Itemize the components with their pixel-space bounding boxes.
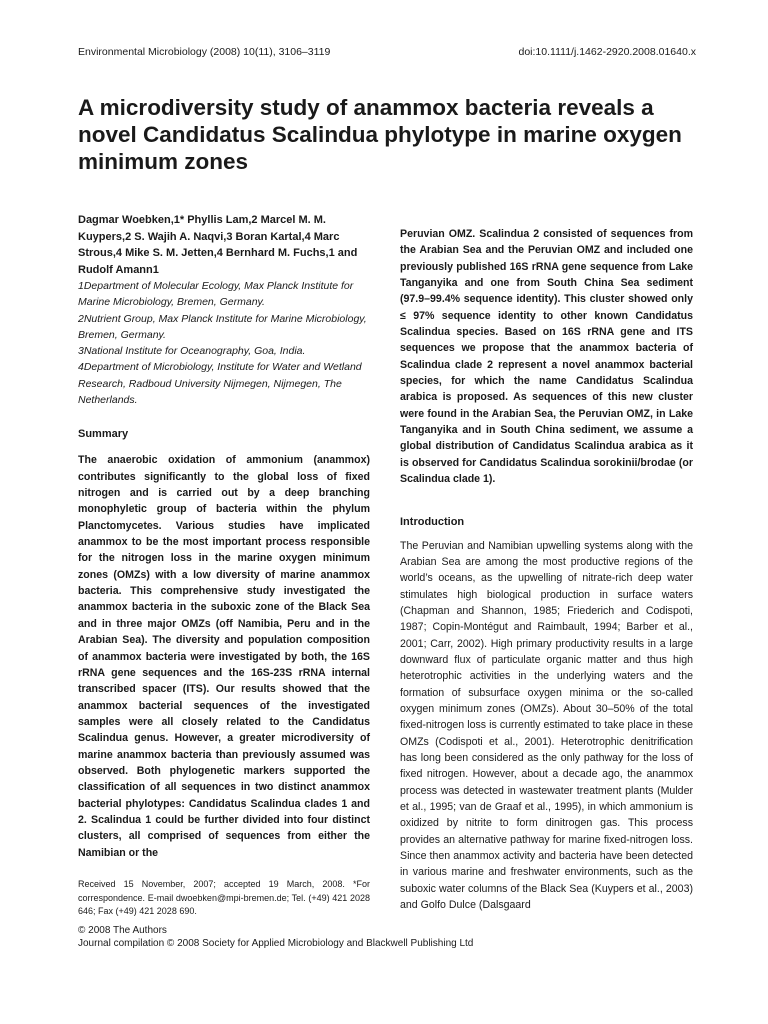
introduction-heading: Introduction	[400, 515, 465, 528]
doi-label: doi:10.1111/j.1462-2920.2008.01640.x	[518, 46, 696, 58]
copyright-line: © 2008 The Authors	[78, 925, 167, 936]
affiliation-3: 3National Institute for Oceanography, Goa, India.	[78, 345, 306, 358]
paper-title: A microdiversity study of anammox bacteria reveals a novel Candidatus Scalindua phylotype in marine oxygen minimum zones	[78, 95, 682, 174]
journal-compilation-line: Journal compilation © 2008 Society for Applied Microbiology and Blackwell Publishing Ltd	[78, 937, 474, 949]
received-footnote: Received 15 November, 2007; accepted 19 March, 2008. *For correspondence. E-mail dwoebken@mpi-bremen.de; Tel. (+49) 421 2028 646; Fax (+49) 421 2028 690.	[78, 879, 370, 917]
summary-text-right: Peruvian OMZ. Scalindua 2 consisted of sequences from the Arabian Sea and the Peruvian OMZ and included one previously published 16S rRNA gene sequence from Lake Tanganyika and one from South China Sea sediment (97.9–99.4% sequence identity). This cluster showed only ≤ 97% sequence identity to other known Candidatus Scalindua species. Based on 16S rRNA gene and ITS sequences we propose that the anammox bacteria of Scalindua clade 2 represent a novel anammox bacterial species, for which the name Candidatus Scalindua arabica is proposed. As sequences of this new cluster were found in the Arabian Sea, the Peruvian OMZ, in Lake Tanganyika and in South China sediment, we assume a global distribution of Candidatus Scalindua arabica as it is observed for Candidatus Scalindua sorokinii/brodae (or Scalindua clade 1).	[400, 228, 693, 486]
right-column	[400, 226, 693, 913]
introduction-text: The Peruvian and Namibian upwelling systems along with the Arabian Sea are among the most productive regions of the world’s oceans, as the upwelling of nitrate-rich deep water stimulates high biological production in surface waters (Chapman and Shannon, 1985; Friederich and Codispoti, 1987; Copin-Montégut and Raimbault, 1994; Barber et al., 2001; Carr, 2002). High primary productivity results in a large downward flux of particulate organic matter and thus high heterotrophic activities in the underlying waters and the formation of subsurface oxygen minima or the so-called oxygen minimum zones (OMZs). About 30–50% of the total fixed-nitrogen loss is currently estimated to take place in these OMZs (Codispoti et al., 2001). Heterotrophic denitrification has long been considered as the only pathway for the loss of fixed nitrogen. However, about a decade ago, the anammox process was detected in wastewater treatment plants (Mulder et al., 1995; van de Graaf et al., 1995), in which ammonium is oxidized by nitrite to form dinitrogen gas. This process provides an alternative pathway for marine fixed-nitrogen loss. Since then anammox activity and bacteria have been detected in various marine and freshwater environments, such as the suboxic water columns of the Black Sea (Kuypers et al., 2003) and Golfo Dulce (Dalsgaard	[400, 539, 693, 912]
affiliation-2: 2Nutrient Group, Max Planck Institute for Marine Microbiology, Bremen, Germany.	[78, 312, 367, 341]
affiliation-list	[78, 278, 370, 408]
affiliation-1: 1Department of Molecular Ecology, Max Planck Institute for Marine Microbiology, Bremen, Germany.	[78, 280, 354, 309]
left-column	[78, 212, 370, 861]
copyright-footer	[78, 925, 473, 950]
journal-citation: Environmental Microbiology (2008) 10(11), 3106–3119	[78, 46, 331, 58]
summary-heading: Summary	[78, 428, 129, 441]
affiliation-4: 4Department of Microbiology, Institute for Water and Wetland Research, Radboud University Nijmegen, Nijmegen, The Netherlands.	[78, 361, 362, 407]
summary-text-left: The anaerobic oxidation of ammonium (anammox) contributes significantly to the global loss of fixed nitrogen and is carried out by a deep branching monophyletic group of bacteria within the phylum Planctomycetes. Various studies have implicated anammox to be the most important process responsible for the nitrogen loss in the marine oxygen minimum zones (OMZs) with a low diversity of marine anammox bacteria. This comprehensive study investigated the anammox bacteria in the suboxic zone of the Black Sea and in three major OMZs (off Namibia, Peru and in the Arabian Sea). The diversity and population composition of anammox bacteria were investigated by both, the 16S rRNA gene sequences and the 16S-23S rRNA internal transcribed spacer (ITS). Our results showed that the anammox bacterial sequences of the investigated samples were all closely related to the Candidatus Scalindua genus. However, a greater microdiversity of marine anammox bacteria than previously assumed was observed. Both phylogenetic markers supported the classification of all sequences in two distinct anammox bacterial phylotypes: Candidatus Scalindua clades 1 and 2. Scalindua 1 could be further divided into four distinct clusters, all comprised of sequences from either the Namibian or the	[78, 454, 370, 859]
author-list: Dagmar Woebken,1* Phyllis Lam,2 Marcel M. M. Kuypers,2 S. Wajih A. Naqvi,3 Boran Kartal,4 Marc Strous,4 Mike S. M. Jetten,4 Bernhard M. Fuchs,1 and Rudolf Amann1	[78, 214, 358, 276]
